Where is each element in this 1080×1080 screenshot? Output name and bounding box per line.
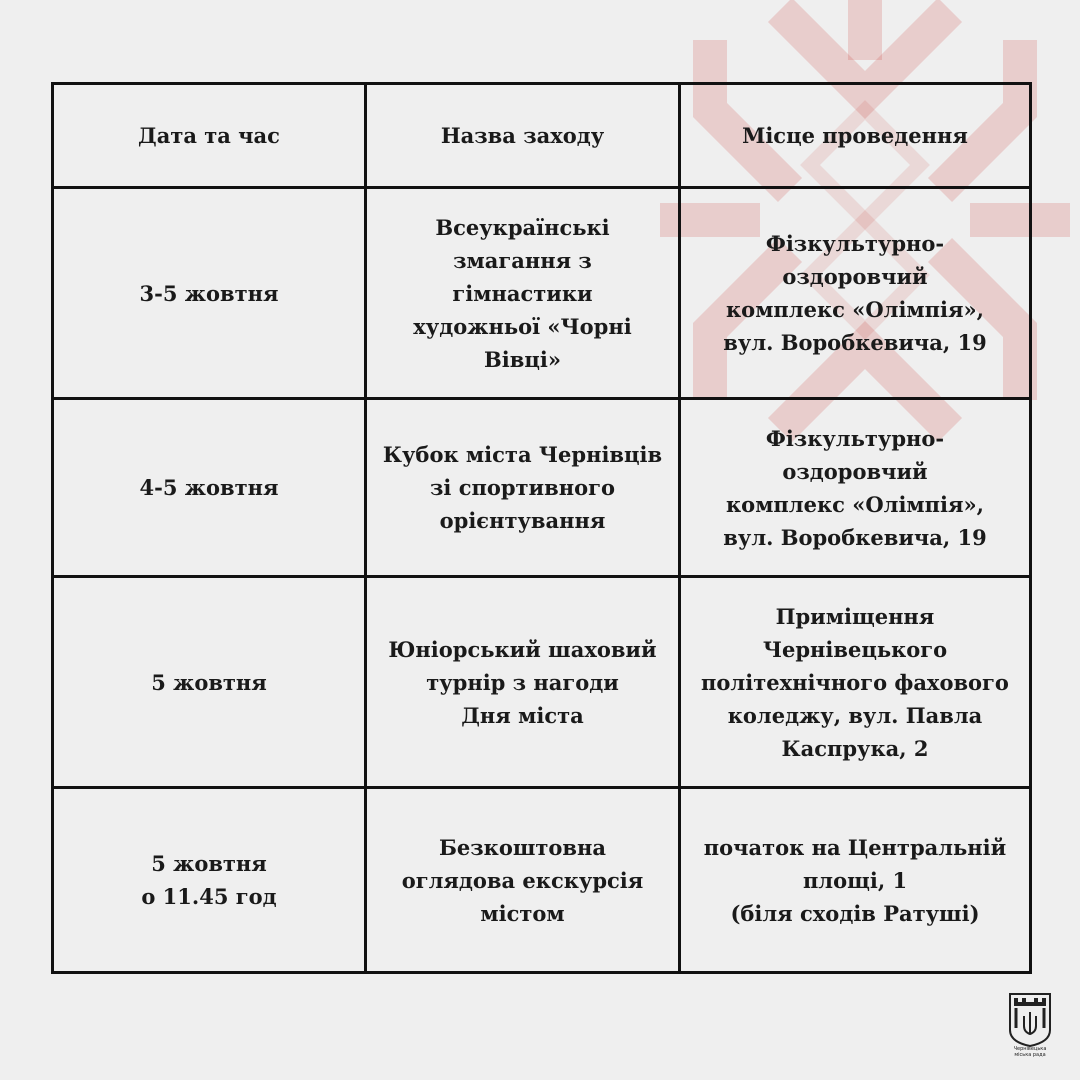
cell-date: 5 жовтня о 11.45 год <box>53 788 366 973</box>
cell-date: 3-5 жовтня <box>53 188 366 399</box>
table-row <box>53 788 1031 973</box>
cell-event: Всеукраїнські змагання з гімнастики художньої «Чорні Вівці» <box>366 188 680 399</box>
table-row <box>53 399 1031 577</box>
cell-place: початок на Центральній площі, 1 (біля сходів Ратуші) <box>680 788 1031 973</box>
logo-caption: Чернівецька міська рада <box>1013 1046 1047 1058</box>
cell-event: Кубок міста Чернівців зі спортивного орієнтування <box>366 399 680 577</box>
events-table <box>51 82 1032 974</box>
table-header-row <box>53 84 1031 188</box>
table-row <box>53 188 1031 399</box>
cell-event: Безкоштовна оглядова екскурсія містом <box>366 788 680 973</box>
cell-place: Приміщення Чернівецького політехнічного фахового коледжу, вул. Павла Каспрука, 2 <box>680 577 1031 788</box>
cell-place: Фізкультурно- оздоровчий комплекс «Олімпія», вул. Воробкевича, 19 <box>680 399 1031 577</box>
cell-place: Фізкультурно- оздоровчий комплекс «Олімпія», вул. Воробкевича, 19 <box>680 188 1031 399</box>
header-date: Дата та час <box>53 84 366 188</box>
cell-date: 4-5 жовтня <box>53 399 366 577</box>
header-place: Місце проведення <box>680 84 1031 188</box>
header-event: Назва заходу <box>366 84 680 188</box>
cell-event: Юніорський шаховий турнір з нагоди Дня міста <box>366 577 680 788</box>
cell-date: 5 жовтня <box>53 577 366 788</box>
table-row <box>53 577 1031 788</box>
